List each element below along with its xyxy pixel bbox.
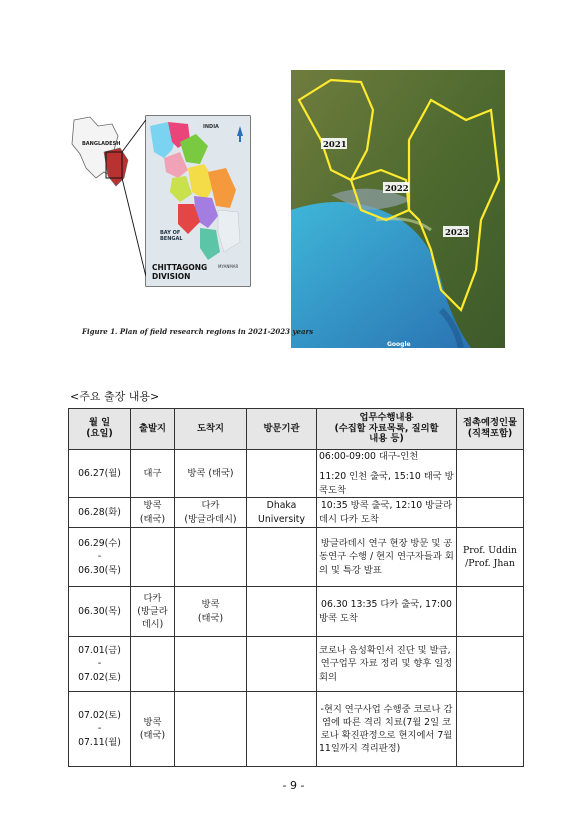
cell-line: 06.27(월) bbox=[78, 467, 121, 479]
cell-organization bbox=[247, 692, 317, 767]
header-contact bbox=[457, 409, 524, 450]
cell-line: 연구업무 자료 정리 및 향후 일정 회의 bbox=[319, 658, 453, 683]
cell-task bbox=[317, 587, 457, 637]
cell-organization bbox=[247, 498, 317, 528]
cell-line: 06.30 13:35 다카 출국, 17:00 방콕 도착 bbox=[319, 599, 452, 624]
cell-line: 다카 bbox=[143, 592, 162, 604]
inset-country-label: BANGLADESH bbox=[82, 141, 121, 147]
cell-line: 06.30(목) bbox=[78, 605, 121, 617]
cell-arrival bbox=[175, 637, 247, 692]
cell-organization bbox=[247, 528, 317, 587]
header-date bbox=[69, 409, 131, 450]
cell-line: - bbox=[97, 723, 102, 735]
table-row bbox=[69, 637, 524, 692]
cell-date bbox=[69, 692, 131, 767]
cell-line: 10:35 방콕 출국, 12:10 방글라데시 다카 도착 bbox=[319, 500, 453, 525]
header-line: 방문기관 bbox=[263, 422, 300, 434]
chittagong-division-map bbox=[68, 112, 253, 290]
cell-line: 대구 bbox=[143, 467, 162, 479]
cell-line: -현지 연구사업 수행중 코로나 감염에 따른 격리 치료(7월 2일 코로나 확진판정으로 현지에서 7월 11일까지 격리판정) bbox=[319, 703, 453, 755]
cell-line: 06.29(수) bbox=[78, 538, 121, 550]
region-2022-label: 2022 bbox=[385, 184, 409, 194]
cell-departure bbox=[131, 692, 175, 767]
region-2021-label: 2021 bbox=[323, 140, 347, 150]
cell-organization bbox=[247, 450, 317, 498]
cell-line: University bbox=[258, 513, 305, 525]
cell-arrival bbox=[175, 528, 247, 587]
table-body bbox=[69, 450, 524, 767]
header-task bbox=[317, 409, 457, 450]
header-line: 출발지 bbox=[139, 422, 166, 434]
division-label-line2: DIVISION bbox=[152, 272, 191, 281]
header-line: 내용 등) bbox=[369, 433, 404, 445]
header-line: 접촉예정인물 bbox=[463, 417, 517, 429]
table-header-row bbox=[69, 409, 524, 450]
cell-line: 07.01(금) bbox=[78, 645, 121, 657]
header-line: 월 일 bbox=[88, 417, 111, 429]
table-row bbox=[69, 692, 524, 767]
field-research-satellite-map bbox=[291, 70, 505, 348]
cell-contact bbox=[457, 637, 524, 692]
bay-label-line2: BENGAL bbox=[160, 236, 183, 242]
cell-departure bbox=[131, 587, 175, 637]
cell-task bbox=[317, 528, 457, 587]
header-arrival bbox=[175, 409, 247, 450]
cell-contact bbox=[457, 450, 524, 498]
table-row bbox=[69, 528, 524, 587]
cell-line: 방글라데시 연구 현장 방문 및 공동연구 수행 / 현지 연구자들과 회의 및 특강 발표 bbox=[319, 538, 454, 576]
cell-task bbox=[317, 637, 457, 692]
cell-date bbox=[69, 450, 131, 498]
google-watermark: Google bbox=[387, 341, 411, 348]
cell-line: 방콕 bbox=[201, 599, 220, 611]
business-trip-table bbox=[68, 408, 524, 767]
cell-line: 방콕 bbox=[143, 500, 162, 512]
cell-line: 07.11(월) bbox=[78, 736, 121, 748]
header-line: 업무수행내용 bbox=[359, 411, 414, 423]
cell-line: Dhaka bbox=[266, 500, 297, 512]
section-title: <주요 출장 내용> bbox=[70, 390, 160, 403]
cell-line: 06:00-09:00 대구-인천 bbox=[319, 451, 419, 463]
cell-line: 07.02(토) bbox=[78, 671, 121, 683]
cell-line: (방글라데시) bbox=[184, 513, 237, 525]
myanmar-label: MYANMAR bbox=[218, 264, 239, 269]
cell-departure bbox=[131, 637, 175, 692]
cell-line: 방콕 bbox=[143, 716, 162, 728]
cell-task bbox=[317, 498, 457, 528]
cell-date bbox=[69, 528, 131, 587]
header-organization bbox=[247, 409, 317, 450]
cell-line: 데시) bbox=[141, 619, 164, 630]
cell-date bbox=[69, 637, 131, 692]
cell-line bbox=[319, 463, 454, 470]
cell-line: 방콕 (태국) bbox=[187, 467, 234, 479]
cell-line: (방글라 bbox=[137, 605, 168, 617]
cell-arrival bbox=[175, 498, 247, 528]
cell-line: 다카 bbox=[201, 500, 220, 512]
cell-contact bbox=[457, 587, 524, 637]
cell-line: 코로나 음성확인서 진단 및 발급, bbox=[319, 645, 451, 657]
header-line: (수집할 자료목록, 질의할 bbox=[334, 422, 439, 434]
cell-date bbox=[69, 587, 131, 637]
header-line: (요일) bbox=[86, 428, 113, 439]
cell-contact bbox=[457, 528, 524, 587]
cell-arrival bbox=[175, 692, 247, 767]
bay-label-line1: BAY OF bbox=[160, 230, 181, 236]
table-row bbox=[69, 498, 524, 528]
header-line: 도착지 bbox=[197, 422, 224, 434]
cell-line: (태국) bbox=[139, 513, 166, 525]
cell-line: 06.28(화) bbox=[78, 506, 121, 518]
cell-organization bbox=[247, 587, 317, 637]
header-departure bbox=[131, 409, 175, 450]
cell-arrival bbox=[175, 450, 247, 498]
cell-line: - bbox=[97, 658, 102, 670]
division-label-line1: CHITTAGONG bbox=[152, 263, 208, 272]
cell-organization bbox=[247, 637, 317, 692]
region-2023-label: 2023 bbox=[445, 228, 469, 238]
cell-line: /Prof. Jhan bbox=[465, 558, 515, 569]
cell-line: - bbox=[97, 551, 102, 563]
cell-task bbox=[317, 692, 457, 767]
header-line: (직책포함) bbox=[467, 428, 513, 439]
cell-line: 11:20 인천 출국, 15:10 태국 방콕도착 bbox=[319, 471, 454, 496]
cell-departure bbox=[131, 528, 175, 587]
cell-line: 06.30(목) bbox=[78, 564, 121, 576]
table-row bbox=[69, 587, 524, 637]
page-number: - 9 - bbox=[282, 779, 305, 792]
cell-line: (태국) bbox=[139, 730, 166, 741]
figure-caption: Figure 1. Plan of field research regions in 2021-2023 years bbox=[82, 327, 314, 336]
india-label: INDIA bbox=[203, 124, 219, 130]
table-row bbox=[69, 450, 524, 498]
cell-date bbox=[69, 498, 131, 528]
cell-line: (태국) bbox=[197, 612, 224, 624]
cell-arrival bbox=[175, 587, 247, 637]
cell-line: 07.02(토) bbox=[78, 710, 121, 722]
cell-departure bbox=[131, 498, 175, 528]
cell-contact bbox=[457, 692, 524, 767]
cell-line: Prof. Uddin bbox=[462, 544, 517, 556]
cell-contact bbox=[457, 498, 524, 528]
cell-departure bbox=[131, 450, 175, 498]
cell-task bbox=[317, 450, 457, 498]
